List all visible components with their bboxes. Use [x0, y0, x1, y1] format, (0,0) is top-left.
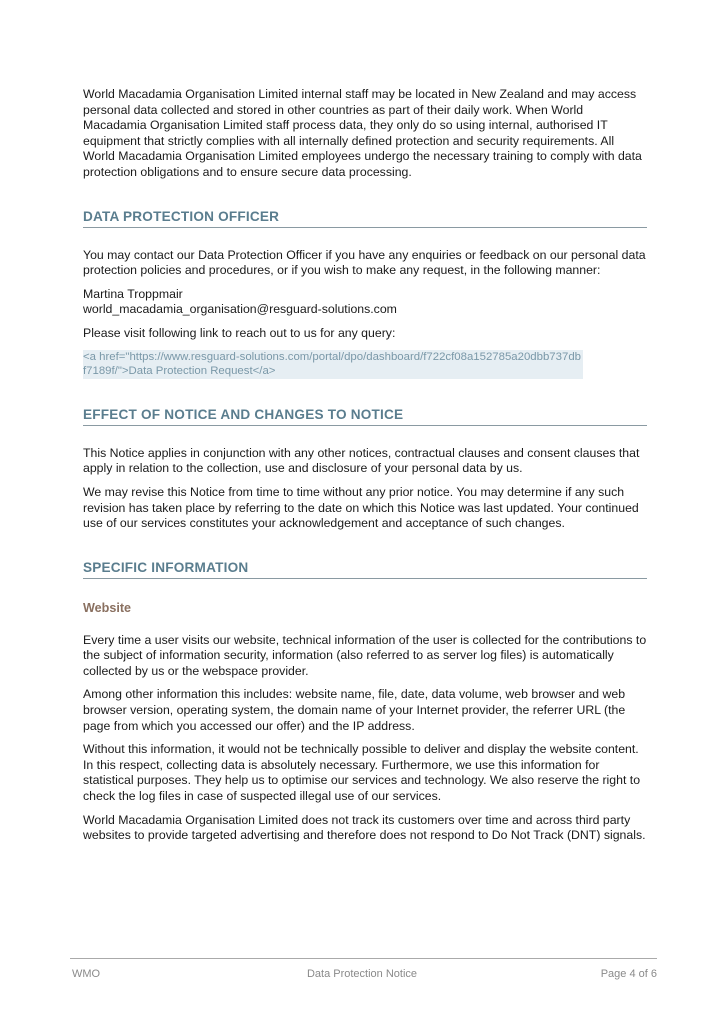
- dpo-paragraph: You may contact our Data Protection Officer if you have any enquiries or feedback on our personal data protection policies and procedures, or if you wish to make any request, in the following manner:: [83, 247, 646, 278]
- dpo-email[interactable]: world_macadamia_organisation@resguard-solutions.com: [83, 302, 397, 317]
- section-heading-dpo: DATA PROTECTION OFFICER: [83, 209, 647, 228]
- document-body: [83, 87, 647, 852]
- website-paragraph-3: Without this information, it would not be technically possible to deliver and display the website content. In this respect, collecting data is absolutely necessary. Furthermore, we use this information for statistical purposes. They help us to optimise our services and technology. We also reserve the right to check the log files in case of suspected illegal use of our services.: [83, 742, 641, 804]
- website-paragraph-1: Every time a user visits our website, technical information of the user is collected for the contributions to the subject of information security, information (also referred to as server log files) is automatically collected by us or the webspace provider.: [83, 632, 647, 678]
- subheading-website: Website: [83, 600, 132, 615]
- footer-title: Data Protection Notice: [306, 968, 418, 980]
- footer-org: WMO: [72, 968, 101, 980]
- footer-page-number: Page 4 of 6: [600, 968, 657, 980]
- section-heading-effect: EFFECT OF NOTICE AND CHANGES TO NOTICE: [83, 407, 647, 426]
- website-paragraph-2: Among other information this includes: website name, file, date, data volume, web browser and web browser version, operating system, the domain name of your Internet provider, the referrer URL (the page from which you accessed our offer) and the IP address.: [83, 687, 626, 733]
- dpo-contact-block: [83, 287, 647, 318]
- effect-paragraph-2: We may revise this Notice from time to time without any prior notice. You may determine if any such revision has taken place by referring to the date on which this Notice was last updated. Your continued use of our services constitutes your acknowledgement and acceptance of such changes.: [83, 484, 639, 531]
- intro-paragraph: World Macadamia Organisation Limited internal staff may be located in New Zealand and may access personal data collected and stored in other countries as part of their daily work. When World Macadamia Organisation Limited staff process data, they only do so using internal, authorised IT equipment that strictly complies with all internally defined protection and security requirements. All World Macadamia Organisation Limited employees undergo the necessary training to comply with data protection obligations and to ensure secure data processing.: [83, 87, 642, 179]
- dpo-name: Martina Troppmair: [83, 286, 183, 301]
- dpo-link-intro: Please visit following link to reach out to us for any query:: [83, 325, 396, 340]
- dpo-request-link[interactable]: <a href="https://www.resguard-solutions.com/portal/dpo/dashboard/f722cf08a152785a20dbb737dbf7189f/">Data Protection Request</a>: [83, 350, 583, 379]
- section-heading-specific: SPECIFIC INFORMATION: [83, 560, 647, 579]
- website-paragraph-4: World Macadamia Organisation Limited does not track its customers over time and across third party websites to provide targeted advertising and therefore does not respond to Do Not Track (DNT) signals.: [83, 812, 646, 843]
- footer-divider: [70, 958, 657, 959]
- effect-paragraph-1: This Notice applies in conjunction with any other notices, contractual clauses and consent clauses that apply in relation to the collection, use and disclosure of your personal data by us.: [83, 445, 640, 476]
